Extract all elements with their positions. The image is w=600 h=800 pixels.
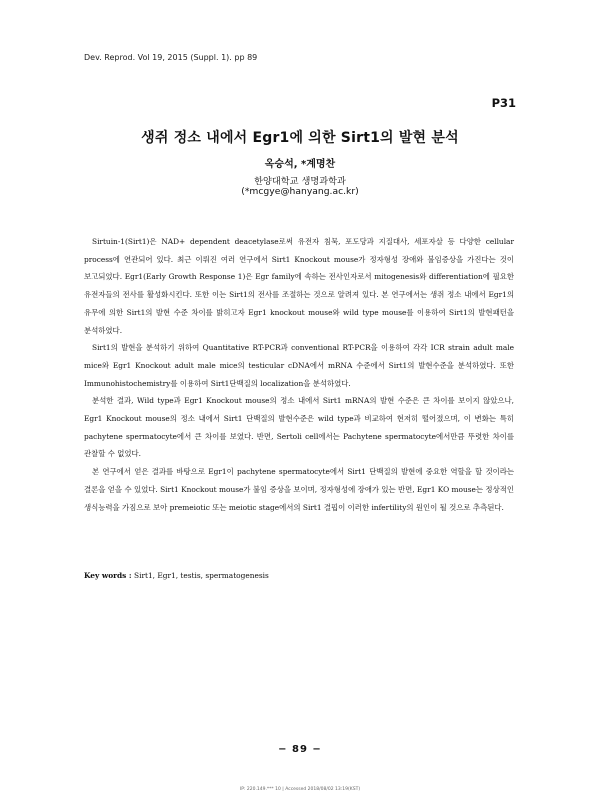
poster-number: P31 <box>491 96 516 110</box>
authors: 옥승석, *계명찬 <box>264 159 336 170</box>
keywords <box>84 571 514 580</box>
keywords-text: Sirt1, Egr1, testis, spermatogenesis <box>134 571 269 580</box>
corresponding-email: (*mcgye@hanyang.ac.kr) <box>241 186 359 197</box>
access-footer: IP: 220.149.*** 10 | Accessed 2018/08/02 13:19(KST) <box>239 787 361 792</box>
paper-title: 생쥐 정소 내에서 Egr1에 의한 Sirt1의 발현 분석 <box>141 130 459 146</box>
abstract-paragraph-2: Sirt1의 발현을 분석하기 위하여 Quantitative RT-PCR과 conventional RT-PCR을 이용하여 각각 ICR strain adult male mice와 Egr1 Knockout adult male mice의 testicular cDNA에서 mRNA 수준에서 Sirt1의 발현수준을 분석하였다. 또한 Immunohistochemistry를 이용하여 Sirt1단백질의 localization을 분석하였다. <box>84 343 514 388</box>
abstract-paragraph-4: 본 연구에서 얻은 결과를 바탕으로 Egr1이 pachytene spermatocyte에서 Sirt1 단백질의 발현에 중요한 역할을 할 것이라는 결론을 얻을 수 있었다. Sirt1 Knockout mouse가 불임 증상을 보이며, 정자형성에 장애가 있는 반면, Egr1 KO mouse는 정상적인 생식능력을 가짐으로 보아 premeiotic 또는 meiotic stage에서의 Sirt1 결핍이 이러한 infertility의 원인이 될 것으로 추측된다. <box>84 467 514 512</box>
abstract-body <box>84 233 514 516</box>
affiliation: 한양대학교 생명과학과 <box>254 176 346 187</box>
abstract-paragraph-3: 분석한 결과, Wild type과 Egr1 Knockout mouse의 정소 내에서 Sirt1 mRNA의 발현 수준은 큰 차이를 보이지 않았으나, Egr1 Knockout mouse의 정소 내에서 Sirt1 단백질의 발현수준은 wild type과 비교하여 현저히 떨어졌으며, 이 변화는 특히 pachytene spermatocyte에서 큰 차이를 보였다. 반면, Sertoli cell에서는 Pachytene spermatocyte에서만큼 뚜렷한 차이를 관찰할 수 없었다. <box>84 396 514 459</box>
keywords-label: Key words : <box>84 571 132 580</box>
page-number: − 89 − <box>278 744 322 755</box>
abstract-paragraph-1: Sirtuin-1(Sirt1)은 NAD+ dependent deacetylase로써 유전자 침묵, 포도당과 지질대사, 세포자살 등 다양한 cellular process에 연관되어 있다. 최근 이뤄진 여러 연구에서 Sirt1 Knockout mouse가 정자형성 장애와 불임증상을 가진다는 것이 보고되었다. Egr1(Early Growth Response 1)은 Egr family에 속하는 전사인자로서 mitogenesis와 differentiation에 필요한 유전자들의 전사를 활성화시킨다. 또한 이는 Sirt1의 전사를 조절하는 것으로 알려져 있다. 본 연구에서는 생쥐 정소 내에서 Egr1의 유무에 의한 Sirt1의 발현 수준 차이를 밝히고자 Egr1 knockout mouse와 wild type mouse를 이용하여 Sirt1의 발현패턴을 분석하였다. <box>84 237 514 335</box>
journal-reference: Dev. Reprod. Vol 19, 2015 (Suppl. 1). pp 89 <box>84 53 258 62</box>
